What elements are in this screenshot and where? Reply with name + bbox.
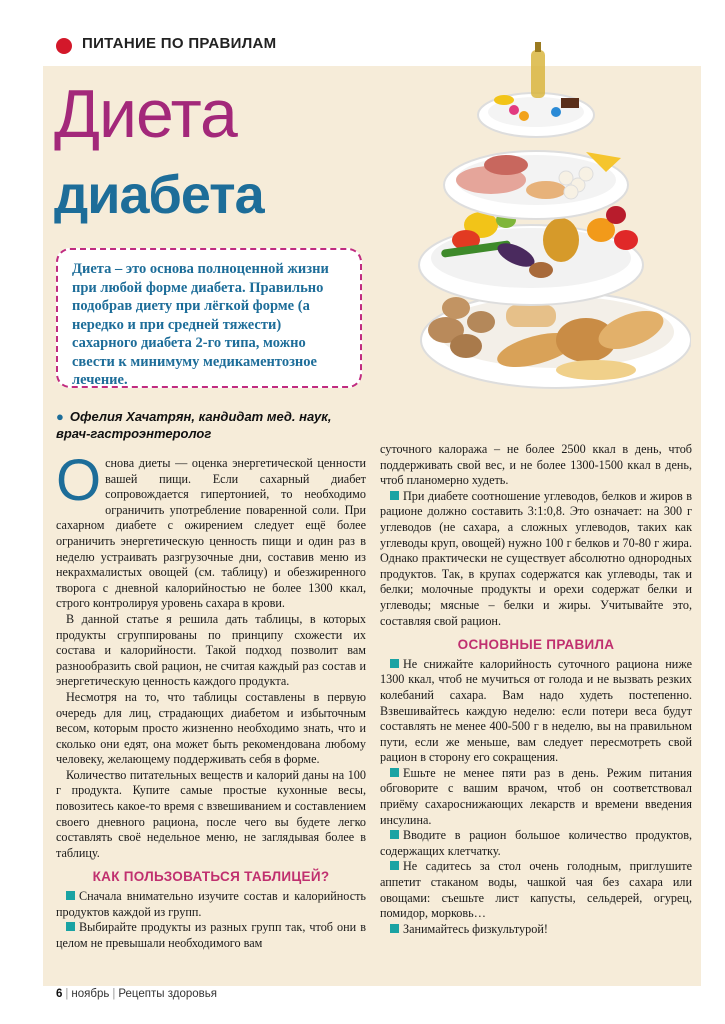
bullet-text: Ешьте не менее пяти раз в день. Режим питания обговорите с вашим врачом, чтоб он соответствовал приёму сахароснижающих лекарств и времени введения инсулина. — [380, 765, 692, 827]
bullet-square-icon — [390, 659, 399, 668]
bullet-text: Занимайтесь физкультурой! — [403, 921, 548, 936]
page-number: 6 — [56, 988, 63, 1000]
bullet-item — [380, 922, 692, 938]
bullet-square-icon — [390, 830, 399, 839]
bullet-square-icon — [66, 922, 75, 931]
article-title-line-1: Диета — [54, 76, 237, 152]
paragraph-text: снова диеты — оценка энергетической ценности вашей пищи. Если сахарный диабет сопровождается гипертонией, то необходимо ограничить употребление поваренной соли. При сахарном диабете с ожирением следует ещё более ограничить энергетическую ценность пищи и один раз в неделю устраивать разгрузочные дни, составив меню из некрахмалистых овощей (см. таблицу) и обезжиренного творога с дневной калорийностью не более 1300 ккал, строго контролируя уровень сахара в крови. — [56, 456, 366, 611]
bullet-text: Вводите в рацион большое количество продуктов, содержащих клетчатку. — [380, 828, 692, 858]
section-label: ПИТАНИЕ ПО ПРАВИЛАМ — [82, 35, 277, 52]
bullet-item — [56, 920, 366, 951]
bullet-text: Не снижайте калорийность суточного рациона ниже 1300 ккал, чтоб не мучиться от голода и не вызвать резких колебаний сахара. Вам надо худеть постепенно. Взвешивайтесь каждую неделю: если потери веса будут составлять не менее 400-500 г в неделю, вы на правильном пути, если же меньше, вам следует пересмотреть свой рацион в сторону его сокращения. — [380, 656, 692, 765]
bullet-item — [380, 489, 692, 629]
author-bullet-icon: ● — [56, 409, 64, 424]
author-name: Офелия Хачатрян, кандидат мед. наук, — [69, 409, 332, 424]
subheading-main-rules: ОСНОВНЫЕ ПРАВИЛА — [457, 637, 615, 653]
bullet-text: Выбирайте продукты из разных групп так, чтоб они в целом не превышали необходимого вам — [56, 920, 366, 950]
bullet-item — [380, 657, 692, 766]
bullet-item — [380, 859, 692, 921]
footer-magazine: Рецепты здоровья — [118, 988, 217, 1000]
bullet-item — [56, 889, 366, 920]
bullet-text: Сначала внимательно изучите состав и калорийность продуктов каждой из групп. — [56, 889, 366, 919]
bullet-square-icon — [390, 924, 399, 933]
bullet-item — [380, 828, 692, 859]
bullet-square-icon — [390, 861, 399, 870]
paragraph: суточного калоража – не более 2500 ккал в день, чтоб поддерживать свой вес, и не более 1300-1500 ккал в день, чтоб планомерно худеть. — [380, 442, 692, 488]
bullet-square-icon — [390, 768, 399, 777]
subheading-how-to-use: КАК ПОЛЬЗОВАТЬСЯ ТАБЛИЦЕЙ? — [92, 869, 330, 885]
author-credit — [56, 408, 356, 442]
bullet-text: Не садитесь за стол очень голодным, приглушите аппетит стаканом воды, чашкой чая без сахара или овощами: съешьте лист капусты, сельдерей, огурец, помидор, морковь… — [380, 859, 692, 921]
article-title-line-2: диабета — [54, 165, 264, 225]
drop-cap: О — [56, 448, 102, 513]
bullet-square-icon — [390, 491, 399, 500]
paragraph: Несмотря на то, что таблицы составлены в первую очередь для лиц, страдающих диабетом и избыточным весом, которым просто жизненно необходимо знать, что и сколько они едят, она может быть рекомендована любому человеку, желающему поддерживать себя в форме. — [56, 689, 366, 767]
bullet-item — [380, 766, 692, 828]
bullet-text: При диабете соотношение углеводов, белков и жиров в рационе должно составить 3:1:0,8. Это означает: на 300 г углеводов (не сахара, а сложных углеводов, таких как углеводы круп, овощей) нужно 100 г белков и 70-80 г жира. Однако практически не существует абсолютно однородных продуктов. Так, в крупах содержатся как углеводы, так и белки; молочные продукты и орехи содержат белки и углеводы; мясные – белки и жиры. Учитывайте это, составляя свой рацион. — [380, 488, 692, 628]
paragraph — [56, 448, 366, 612]
page-footer: 6 | ноябрь | Рецепты здоровья — [56, 988, 217, 1000]
food-pyramid-plates-image — [386, 40, 691, 390]
bullet-square-icon — [66, 891, 75, 900]
footer-month: ноябрь — [71, 988, 110, 1000]
intro-callout — [56, 248, 362, 388]
paragraph: В данной статье я решила дать таблицы, в которых продукты сгруппированы по принципу схожести их состава и калорийности. Такой подход позволит вам разнообразить свой рацион, не считая каждый раз состав и энергетическую ценность каждого продукта. — [56, 611, 366, 689]
right-column — [380, 442, 692, 937]
left-column — [56, 448, 366, 951]
intro-text: Диета – это основа полноценной жизни при любой форме диабета. Правильно подобрав диету при лёгкой форме (а нередко и при средней тяжести) сахарного диабета 2-го типа, можно свести к минимуму медикаментозное лечение. — [72, 261, 329, 388]
paragraph: Количество питательных веществ и калорий даны на 100 г продукта. Купите самые простые кухонные весы, повозитесь какое-то время с взвешиванием и составлением своего дневного рациона, после чего вы будете легко составлять своё недельное меню, не заглядывая более в таблицу. — [56, 767, 366, 860]
section-marker-dot — [56, 38, 72, 54]
author-role: врач-гастроэнтеролог — [56, 426, 212, 441]
